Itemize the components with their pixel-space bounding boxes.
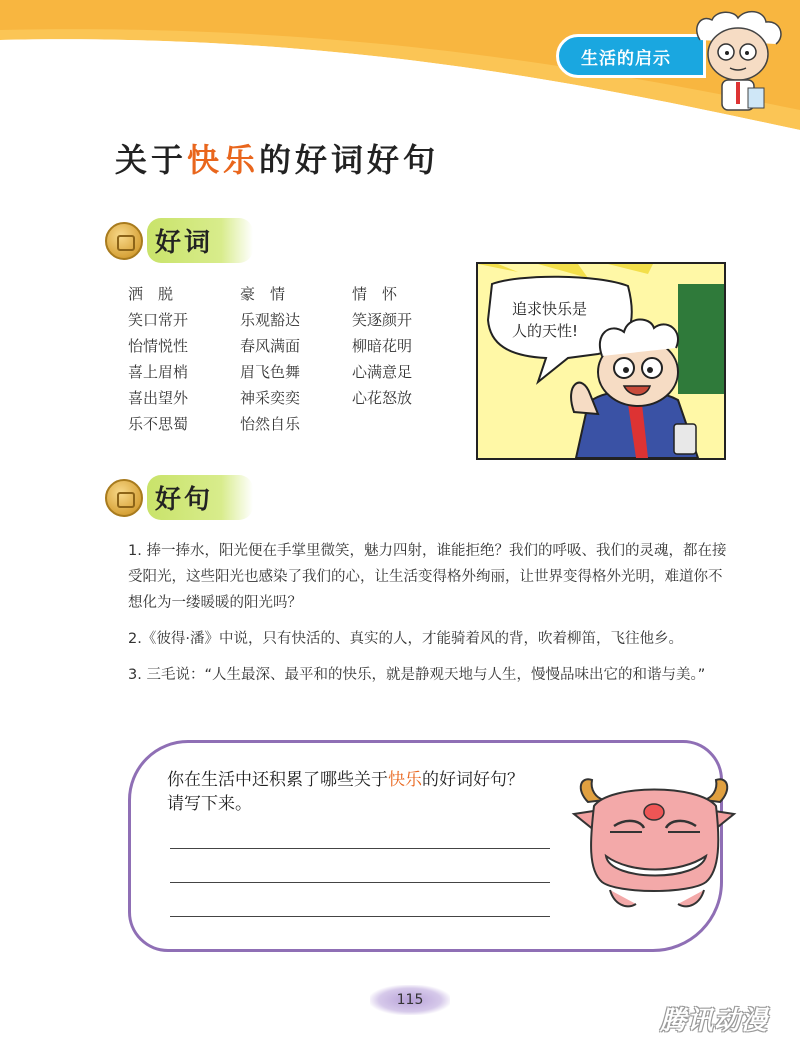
professor-mascot-icon <box>690 8 790 116</box>
answer-line[interactable] <box>170 848 550 849</box>
title-suffix: 的好词好句 <box>259 141 440 179</box>
word-item: 豪 情 <box>240 285 286 303</box>
section-tab-label: 生活的启示 <box>581 49 671 69</box>
title-prefix: 关于 <box>115 141 188 179</box>
page-number: 115 <box>370 985 450 1015</box>
word-item: 心满意足 <box>352 363 413 381</box>
word-item: 情 怀 <box>352 285 398 303</box>
speech-line-2: 人的天性! <box>512 322 579 340</box>
speech-bubble <box>512 298 612 342</box>
sentence-item: 2.《彼得·潘》中说，只有快活的、真实的人，才能骑着风的背，吹着柳笛，飞往他乡。 <box>128 631 683 647</box>
watermark-logo: 腾讯动漫 <box>660 1006 769 1036</box>
section-tab <box>556 34 706 78</box>
exercise-highlight: 快乐 <box>388 770 422 790</box>
answer-line[interactable] <box>170 882 550 883</box>
word-item: 喜出望外 <box>128 389 189 407</box>
words-section-label: 好词 <box>147 218 253 263</box>
speech-line-1: 追求快乐是 <box>512 300 588 318</box>
sentence-item: 3. 三毛说：“人生最深、最平和的快乐，就是静观天地与人生，慢慢品味出它的和谐与美。” <box>128 667 706 683</box>
sentence-item: 1. 捧一捧水，阳光便在手掌里微笑，魅力四射，谁能拒绝？我们的呼吸、我们的灵魂，都在接受阳光，这些阳光也感染了我们的心，让生活变得格外绚丽，让世界变得格外光明，难道你不想化为一缕暖暖的阳光吗？ <box>128 543 727 611</box>
title-highlight: 快乐 <box>187 141 260 179</box>
word-item: 春风满面 <box>240 337 301 355</box>
word-item: 喜上眉梢 <box>128 363 189 381</box>
good-words-list <box>128 284 458 435</box>
sentences-section-label: 好句 <box>147 475 253 520</box>
word-item: 乐观豁达 <box>240 311 301 329</box>
answer-line[interactable] <box>170 916 550 917</box>
word-item: 笑逐颜开 <box>352 311 413 329</box>
word-item: 洒 脱 <box>128 285 174 303</box>
page-title <box>115 135 439 181</box>
comic-panel <box>476 262 726 460</box>
word-item <box>352 414 458 435</box>
exercise-line-2: 请写下来。 <box>167 794 252 814</box>
word-item: 笑口常开 <box>128 311 189 329</box>
good-sentences-list <box>128 538 728 698</box>
word-item: 怡情悦性 <box>128 337 189 355</box>
words-section-heading <box>105 218 253 263</box>
cow-mascot-icon <box>570 770 740 920</box>
exercise-prompt <box>167 768 587 816</box>
word-item: 心花怒放 <box>352 389 413 407</box>
sentences-section-heading <box>105 475 253 520</box>
word-item: 怡然自乐 <box>240 415 301 433</box>
coin-icon <box>105 479 143 517</box>
word-item: 神采奕奕 <box>240 389 301 407</box>
exercise-suffix: 的好词好句？ <box>422 770 524 790</box>
word-item: 眉飞色舞 <box>240 363 301 381</box>
word-item: 柳暗花明 <box>352 337 413 355</box>
coin-icon <box>105 222 143 260</box>
exercise-prefix: 你在生活中还积累了哪些关于 <box>167 770 388 790</box>
word-item: 乐不思蜀 <box>128 415 189 433</box>
